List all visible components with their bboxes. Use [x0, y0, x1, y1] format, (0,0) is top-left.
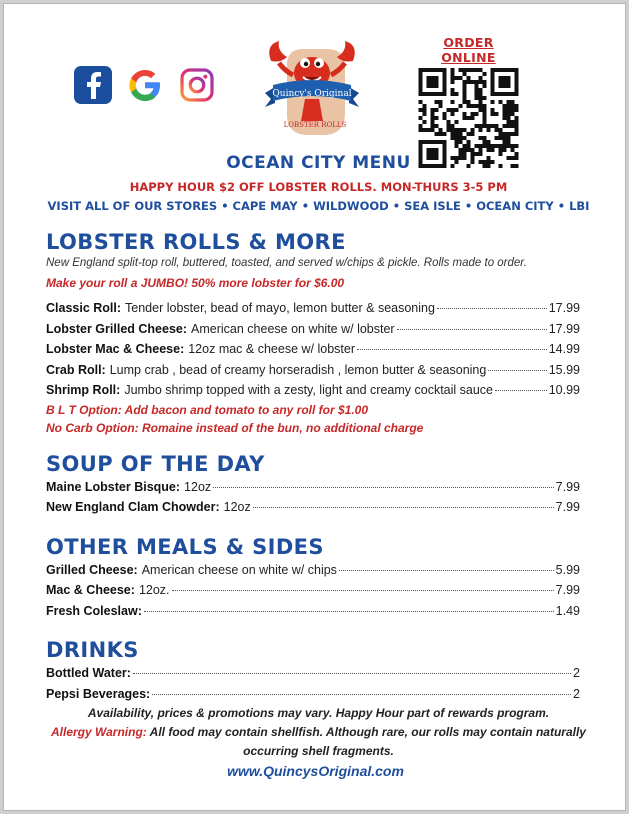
availability-note: Availability, prices & promotions may vary. Happy Hour part of rewards program. [87, 706, 550, 720]
menu-item-name: Maine Lobster Bisque: [46, 479, 181, 494]
instagram-icon[interactable] [178, 66, 216, 104]
jumbo-note: Make your roll a JUMBO! 50% more lobster for $6.00 [46, 276, 345, 290]
dot-leader [213, 487, 554, 488]
menu-item-price: 7.99 [555, 583, 580, 597]
dot-leader [172, 590, 554, 591]
menu-item-name: Crab Roll: [46, 362, 106, 377]
soup-items [46, 477, 580, 518]
menu-item-price: 14.99 [548, 342, 580, 356]
menu-item-name: Grilled Cheese: [46, 562, 138, 577]
menu-item-price: 7.99 [555, 500, 580, 514]
menu-item-name: Mac & Cheese: [46, 583, 135, 597]
dot-leader [253, 507, 554, 508]
menu-item-desc: American cheese on white w/ lobster [191, 321, 395, 336]
menu-item [46, 339, 580, 360]
menu-content [46, 229, 580, 704]
quincys-logo [257, 35, 367, 143]
section-title-soup: SOUP OF THE DAY [46, 451, 265, 476]
happy-hour-banner: HAPPY HOUR $2 OFF LOBSTER ROLLS. MON-THURS 3-5 PM [129, 180, 508, 194]
menu-item-price: 17.99 [548, 301, 580, 315]
dot-leader [339, 570, 554, 571]
order-online-link[interactable]: ORDER ONLINE [441, 35, 496, 65]
section-title-meals: OTHER MEALS & SIDES [46, 534, 324, 559]
dot-leader [152, 694, 571, 695]
menu-item-desc: Jumbo shrimp topped with a zesty, light and creamy cocktail sauce [124, 383, 494, 397]
menu-item [46, 663, 580, 684]
menu-item-desc: American cheese on white w/ chips [141, 562, 337, 577]
menu-item [46, 298, 580, 319]
menu-item-name: Fresh Coleslaw: [46, 603, 142, 618]
facebook-icon[interactable] [74, 66, 112, 104]
store-locations: VISIT ALL OF OUR STORES • CAPE MAY • WILDWOOD • SEA ISLE • OCEAN CITY • LBI [47, 199, 590, 213]
menu-item-price: 2 [573, 666, 580, 680]
menu-item-name: New England Clam Chowder: [46, 500, 220, 514]
svg-text:Quincy's Original: Quincy's Original [272, 89, 352, 99]
menu-item-name: Lobster Grilled Cheese: [46, 321, 188, 336]
meals-items [46, 560, 580, 622]
drinks-items [46, 663, 580, 704]
footer-notes [44, 704, 593, 761]
menu-item-desc: Tender lobster, bead of mayo, lemon butter & seasoning [125, 301, 435, 315]
menu-item [46, 580, 580, 601]
menu-item-name: Bottled Water: [46, 666, 131, 680]
menu-item-price: 17.99 [548, 321, 580, 336]
menu-page [3, 3, 626, 811]
dot-leader [488, 370, 546, 371]
menu-item [46, 360, 580, 381]
menu-item [46, 477, 580, 498]
social-links [74, 66, 216, 104]
svg-text:LOBSTER ROLLS: LOBSTER ROLLS [283, 121, 347, 129]
order-online-block [416, 35, 521, 168]
dot-leader [357, 349, 547, 350]
website-link[interactable]: www.QuincysOriginal.com [227, 763, 404, 779]
allergy-warning [44, 723, 593, 761]
google-icon[interactable] [126, 66, 164, 104]
menu-item-price: 2 [573, 686, 580, 701]
menu-item-name: Lobster Mac & Cheese: [46, 342, 185, 356]
menu-item-name: Pepsi Beverages: [46, 686, 151, 701]
dot-leader [144, 611, 554, 612]
dot-leader [495, 390, 547, 391]
menu-item [46, 319, 580, 340]
dot-leader [397, 329, 547, 330]
dot-leader [437, 308, 547, 309]
page-title: OCEAN CITY MENU [226, 153, 411, 173]
menu-item-name: Shrimp Roll: [46, 383, 121, 397]
allergy-text: All food may contain shellfish. Although rare, our rolls may contain naturally occurring shell fragments. [146, 725, 586, 758]
menu-item-price: 1.49 [555, 603, 580, 618]
menu-item-desc: Lump crab , bead of creamy horseradish , lemon butter & seasoning [109, 362, 487, 377]
section-desc-lobster: New England split-top roll, buttered, toasted, and served w/chips & pickle. Rolls made to order. [46, 257, 527, 269]
menu-item [46, 380, 580, 401]
menu-item-desc: 12oz mac & cheese w/ lobster [188, 342, 355, 356]
section-title-drinks: DRINKS [46, 638, 139, 662]
menu-item-desc: 12oz [184, 479, 212, 494]
menu-item [46, 601, 580, 622]
menu-item-price: 5.99 [555, 562, 580, 577]
menu-item-price: 7.99 [555, 479, 580, 494]
section-title-lobster: LOBSTER ROLLS & MORE [46, 230, 346, 254]
blt-note: B L T Option: Add bacon and tomato to any roll for $1.00 [46, 402, 369, 417]
no-carb-note: No Carb Option: Romaine instead of the bun, no additional charge [46, 420, 424, 435]
lobster-items [46, 298, 580, 401]
menu-item-price: 10.99 [548, 383, 580, 397]
allergy-label: Allergy Warning: [51, 725, 147, 739]
menu-item-desc: 12oz [223, 500, 251, 514]
menu-item-price: 15.99 [548, 362, 580, 377]
dot-leader [133, 673, 571, 674]
menu-item-name: Classic Roll: [46, 301, 122, 315]
menu-item [46, 560, 580, 581]
menu-item-desc: 12oz. [138, 583, 170, 597]
menu-item [46, 684, 580, 705]
menu-item [46, 497, 580, 518]
